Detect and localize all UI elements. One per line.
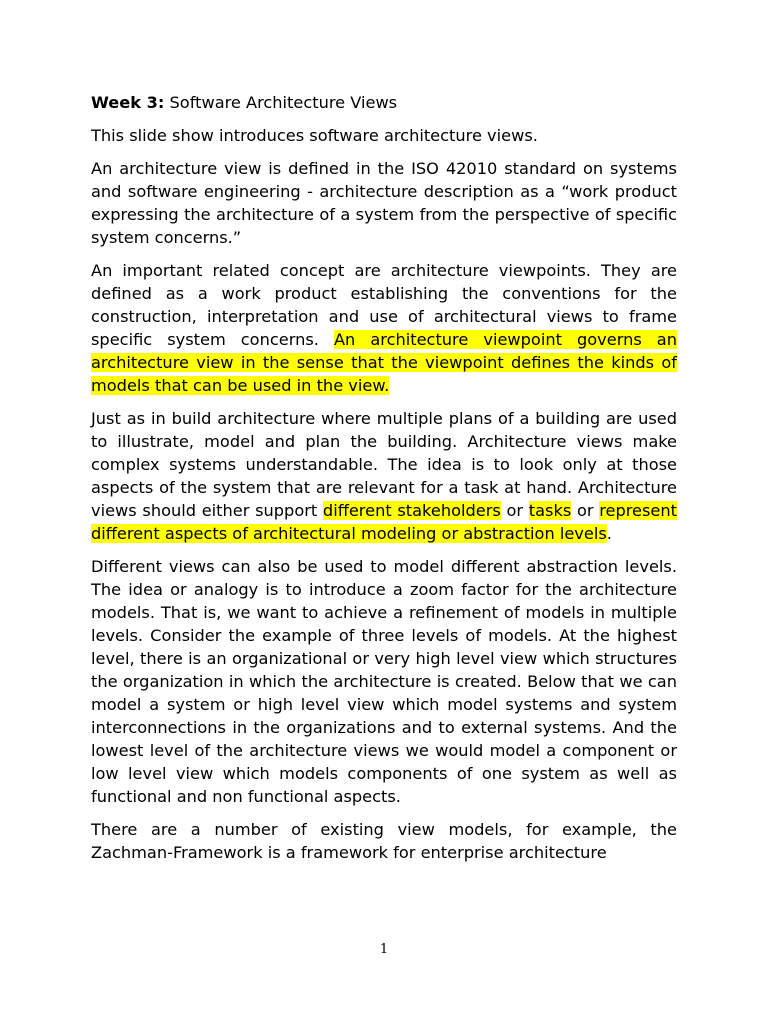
paragraph-view-models: There are a number of existing view models, for example, the Zachman-Framework is a framework for enterprise architecture bbox=[91, 820, 677, 862]
highlight-viewpoint-governs: An architecture viewpoint governs an architecture view in the sense that the viewpoint defines the kinds of models that can be used in the view. bbox=[91, 330, 677, 395]
paragraph-build-text-4: . bbox=[606, 524, 612, 543]
paragraph-build-architecture bbox=[91, 407, 677, 545]
paragraph-build-text-2: or bbox=[500, 501, 529, 520]
title-text: Software Architecture Views bbox=[164, 93, 398, 112]
intro-paragraph: This slide show introduces software architecture views. bbox=[91, 126, 538, 145]
title-week-label: Week 3: bbox=[91, 93, 165, 112]
highlight-represent-aspects: represent different aspects of architectural modeling or abstraction levels bbox=[91, 501, 677, 543]
highlight-tasks: tasks bbox=[528, 501, 572, 520]
paragraph-build-text-1: Just as in build architecture where multiple plans of a building are used to illustrate, model and plan the building. Architecture views make complex systems understandable. The idea is to look only at those aspects of the system that are relevant for a task at hand. Architecture views should either support bbox=[91, 409, 677, 520]
paragraph-build-text-3: or bbox=[571, 501, 600, 520]
document-title bbox=[91, 91, 677, 114]
paragraph-viewpoints-text: An important related concept are architecture viewpoints. They are defined as a work product establishing the conventions for the construction, interpretation and use of architectural views to frame specific system concerns. bbox=[91, 261, 677, 349]
highlight-different-stakeholders: different stakeholders bbox=[322, 501, 501, 520]
paragraph-abstraction-levels: Different views can also be used to model different abstraction levels. The idea or analogy is to introduce a zoom factor for the architecture models. That is, we want to achieve a refinement of models in multiple levels. Consider the example of three levels of models. At the highest level, there is an organizational or very high level view which structures the organization in which the architecture is created. Below that we can model a system or high level view which model systems and system interconnections in the organizations and to external systems. And the lowest level of the architecture views we would model a component or low level view which models components of one system as well as functional and non functional aspects. bbox=[91, 557, 677, 806]
paragraph-view-definition: An architecture view is defined in the ISO 42010 standard on systems and software engineering - architecture description as a “work product expressing the architecture of a system from the perspective of specific system concerns.” bbox=[91, 159, 677, 247]
page-number: 1 bbox=[379, 942, 389, 957]
document-body bbox=[91, 91, 677, 874]
paragraph-viewpoints bbox=[91, 259, 677, 397]
